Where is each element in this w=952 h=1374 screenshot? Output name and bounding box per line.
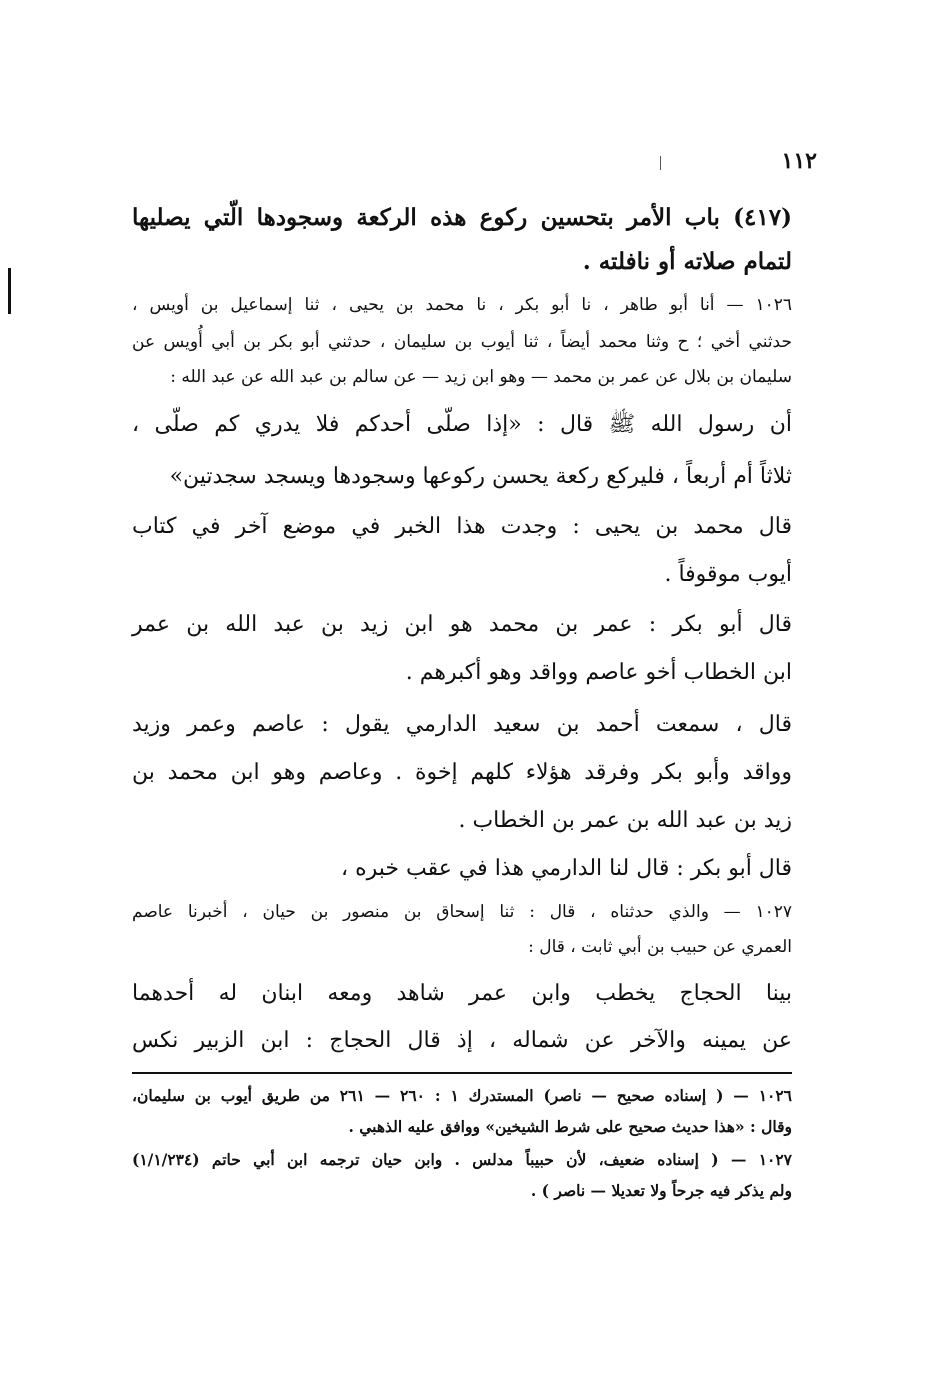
comment-line: أيوب موقوفاً . — [664, 562, 792, 587]
comment-line: قال أبو بكر : قال لنا الدارمي هذا في عقب خبره ، — [341, 856, 792, 881]
footnote-line: ولم يذكر فيه جرحاً ولا تعديلا — ناصر ) . — [530, 1181, 792, 1200]
isnad-line: حدثني أخي ؛ ح وثنا محمد أيضاً ، ثنا أيوب بن سليمان ، حدثني أبو بكر بن أبي أُويس عن — [132, 332, 792, 352]
matn-line: ثلاثاً أم أربعاً ، فليركع ركعة يحسن ركوعها وسجودها ويسجد سجدتين» — [169, 464, 792, 489]
isnad-line: ١٠٢٦ — أنا أبو طاهر ، نا أبو بكر ، نا محمد بن يحيى ، ثنا إسماعيل بن أويس ، — [132, 295, 792, 315]
isnad-line: ١٠٢٧ — والذي حدثناه ، قال : ثنا إسحاق بن منصور بن حيان ، أخبرنا عاصم — [132, 902, 792, 922]
chapter-heading-line: (٤١٧) باب الأمر بتحسين ركوع هذه الركعة وسجودها الّتي يصليها — [132, 204, 792, 231]
scan-edge-mark — [8, 268, 11, 314]
footnote-line: ١٠٢٦ — ( إسناده صحيح — ناصر) المستدرك ١ : ٢٦٠ — ٢٦١ من طريق أيوب بن سليمان، — [132, 1086, 792, 1105]
margin-tick — [660, 156, 661, 170]
footnote-separator — [132, 1072, 792, 1074]
isnad-line: العمري عن حبيب بن أبي ثابت ، قال : — [528, 937, 792, 957]
matn-line: عن يمينه والآخر عن شماله ، إذ قال الحجاج : ابن الزبير نكس — [132, 1028, 792, 1053]
matn-line: بينا الحجاج يخطب وابن عمر شاهد ومعه ابنان له أحدهما — [132, 981, 792, 1006]
comment-line: وواقد وأبو بكر وفرقد هؤلاء كلهم إخوة . وعاصم وهو ابن محمد بن — [132, 760, 792, 785]
footnote-line: وقال : «هذا حديث صحيح على شرط الشيخين» ووافق عليه الذهبي . — [348, 1117, 792, 1136]
comment-line: قال محمد بن يحيى : وجدت هذا الخبر في موضع آخر في كتاب — [132, 514, 792, 539]
comment-line: زيد بن عبد الله بن عمر بن الخطاب . — [458, 808, 792, 833]
isnad-line: سليمان بن بلال عن عمر بن محمد — وهو ابن زيد — عن سالم بن عبد الله عن عبد الله : — [170, 367, 792, 387]
comment-line: ابن الخطاب أخو عاصم وواقد وهو أكبرهم . — [405, 660, 792, 685]
comment-line: قال أبو بكر : عمر بن محمد هو ابن زيد بن عبد الله بن عمر — [132, 612, 792, 637]
footnote-line: ١٠٢٧ — ( إسناده ضعيف، لأن حبيباً مدلس . وابن حيان ترجمه ابن أبي حاتم (١/١/٢٣٤) — [132, 1150, 792, 1169]
comment-line: قال ، سمعت أحمد بن سعيد الدارمي يقول : عاصم وعمر وزيد — [132, 712, 792, 737]
matn-line: أن رسول الله ﷺ قال : «إذا صلّى أحدكم فلا يدري كم صلّى ، — [132, 412, 792, 437]
page-number: ١١٢ — [781, 148, 817, 174]
chapter-heading-line: لتمام صلاته أو نافلته . — [582, 248, 792, 275]
